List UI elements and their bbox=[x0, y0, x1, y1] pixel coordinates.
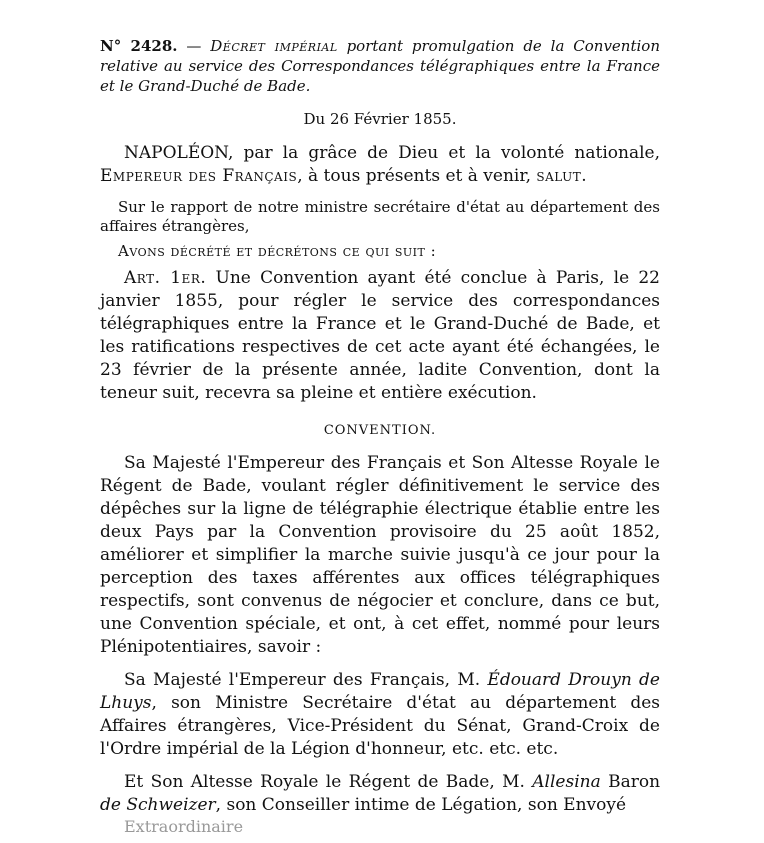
plenipotentiary-bade-title: de Schweizer bbox=[100, 795, 216, 815]
para2-text-b: , son Ministre Secrétaire d'état au département des Affaires étrangères, Vice-Président du Sénat, Grand-Croix de l'Ordre impérial de la Légion d'honneur, etc. etc. etc. bbox=[100, 693, 660, 759]
para2-text-a: Sa Majesté l'Empereur des Français, M. bbox=[124, 670, 481, 690]
intro-end: . bbox=[581, 166, 587, 186]
intro-text-2: , à tous présents et à venir, bbox=[297, 166, 532, 186]
para3-text-c: , son Conseiller intime de Légation, son Envoyé bbox=[215, 795, 627, 815]
salut: salut bbox=[536, 166, 582, 186]
decree-formula: Avons décrété et décrétons ce qui suit : bbox=[118, 242, 437, 260]
plenipotentiary-france: Édouard Drouyn de Lhuys bbox=[100, 670, 660, 713]
convention-title: CONVENTION. bbox=[323, 423, 437, 438]
intro-paragraph bbox=[100, 142, 660, 188]
decree-type: Décret impérial bbox=[210, 37, 338, 55]
emperor-title: Empereur des Français bbox=[100, 166, 298, 186]
intro-text-1: , par la grâce de Dieu et la volonté nationale, bbox=[227, 143, 660, 163]
report-paragraph: Sur le rapport de notre ministre secrétaire d'état au département des affaires étrangères, bbox=[100, 198, 660, 235]
plenipotentiary-bade-name: Allesina bbox=[532, 772, 601, 792]
para3-text-b: Baron bbox=[608, 772, 661, 792]
header-dash: — bbox=[186, 37, 202, 55]
article-label: Art. 1er. bbox=[124, 268, 207, 288]
convention-para-3 bbox=[100, 771, 660, 817]
emperor-name: NAPOLÉON bbox=[124, 143, 228, 163]
decree-header bbox=[100, 36, 660, 96]
cut-off-line: Extraordinaire bbox=[124, 817, 244, 836]
convention-para-1: Sa Majesté l'Empereur des Français et Son Altesse Royale le Régent de Bade, voulant régler définitivement le service des dépêches sur la ligne de télégraphie électrique établie entre les deux Pays par la Convention provisoire du 25 août 1852, améliorer et simplifier la marche suivie jusqu'à ce jour pour la perception des taxes afférentes aux offices télégraphiques respectifs, sont convenus de négocier et conclure, dans ce but, une Convention spéciale, et ont, à cet effet, nommé pour leurs Plénipotentiaires, savoir : bbox=[100, 453, 660, 657]
convention-para-2 bbox=[100, 669, 660, 761]
para3-text-a: Et Son Altesse Royale le Régent de Bade, M. bbox=[124, 772, 525, 792]
document-page bbox=[100, 36, 661, 836]
article-text: Une Convention ayant été conclue à Paris, le 22 janvier 1855, pour régler le service des correspondances télégraphiques entre la France et le Grand-Duché de Bade, et les ratifications respectives de cet acte ayant été échangées, le 23 février de la présente année, ladite Convention, dont la teneur suit, recevra sa pleine et entière exécution. bbox=[100, 268, 660, 403]
decree-date: Du 26 Février 1855. bbox=[303, 110, 457, 128]
decree-subject: portant promulgation de la Convention relative au service des Correspondances télégraphiques entre la France et le Grand-Duché de Bade. bbox=[100, 37, 660, 95]
decree-number: N° 2428. bbox=[100, 37, 178, 55]
article-1 bbox=[100, 267, 660, 405]
